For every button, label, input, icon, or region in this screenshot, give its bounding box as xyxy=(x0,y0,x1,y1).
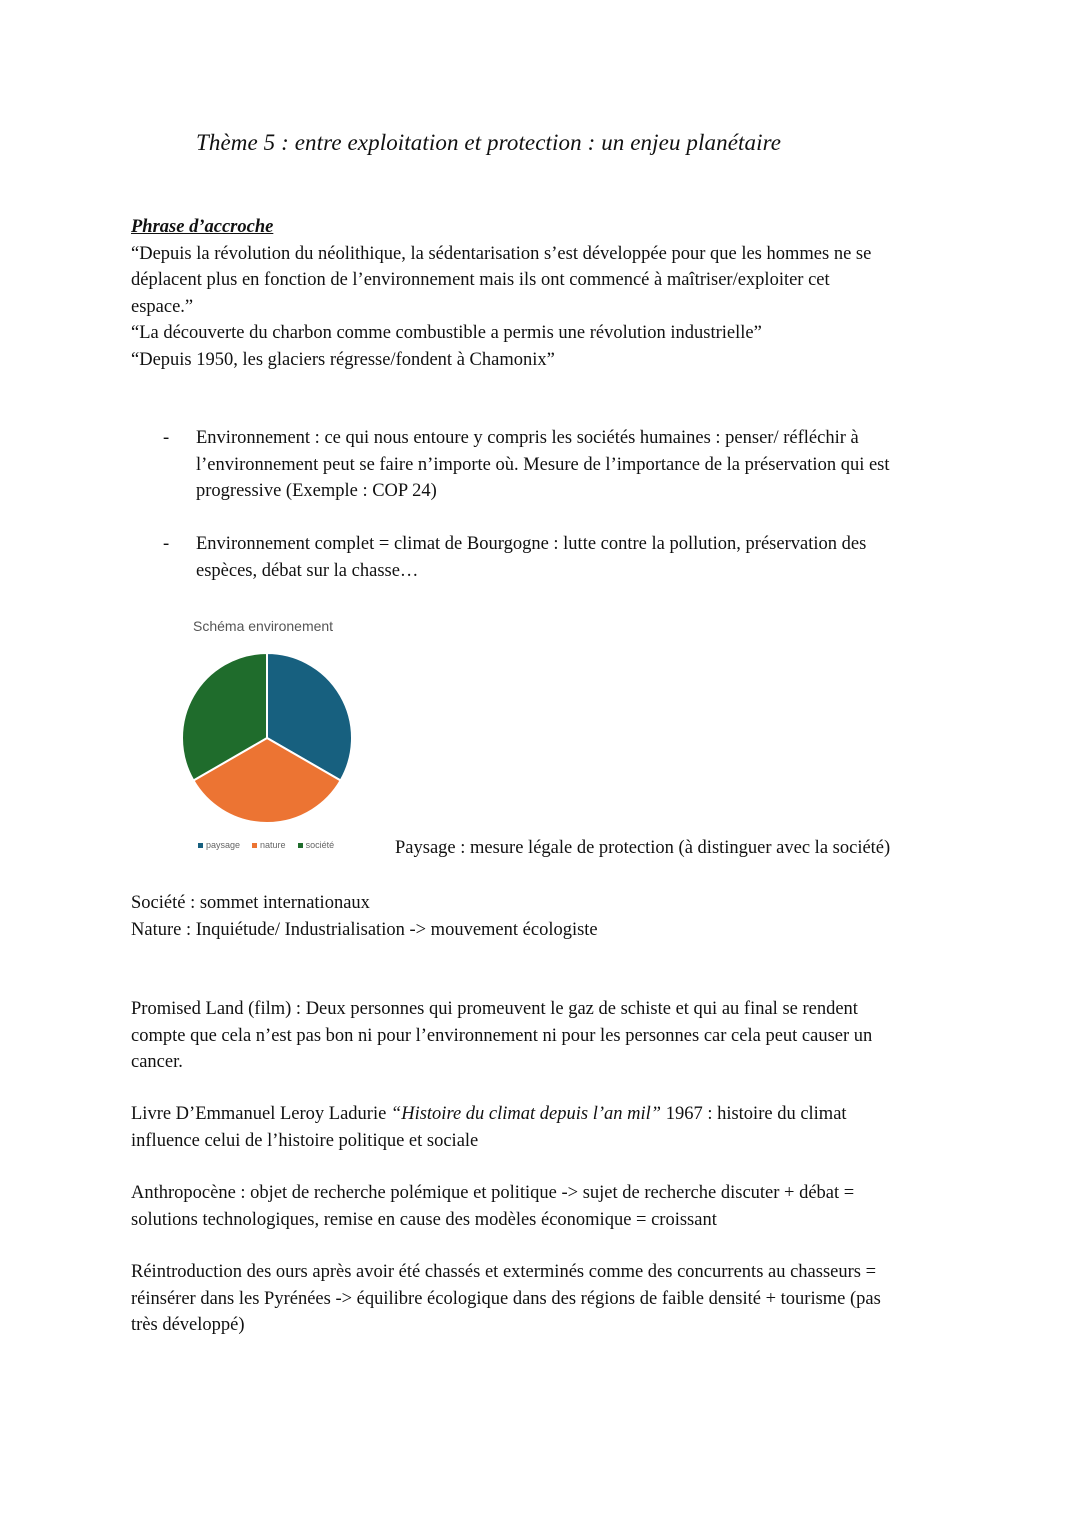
promised-land-paragraph xyxy=(131,996,951,1076)
hook-line: déplacent plus en fonction de l’environnement mais ils ont commencé à maîtriser/exploiter cet xyxy=(131,270,830,290)
bullet-line: espèces, débat sur la chasse… xyxy=(196,560,419,581)
legend-swatch xyxy=(252,843,257,848)
hook-line: “La découverte du charbon comme combustible a permis une révolution industrielle” xyxy=(131,323,762,343)
bullet-line: Environnement : ce qui nous entoure y compris les sociétés humaines : penser/ réfléchir à xyxy=(196,428,859,448)
bullet-dash: - xyxy=(163,534,170,554)
anthropocene-paragraph xyxy=(131,1180,951,1233)
paragraph-line: réinsérer dans les Pyrénées -> équilibre écologique dans des régions de faible densité + tourisme (pas xyxy=(131,1288,881,1309)
legend-item-société xyxy=(298,840,335,850)
hook-heading: Phrase d’accroche xyxy=(131,217,274,237)
legend-label: société xyxy=(305,840,335,850)
legend-item-nature xyxy=(252,840,286,850)
legend-swatch xyxy=(298,843,303,848)
bullet-environnement xyxy=(163,425,953,505)
book-paragraph xyxy=(131,1101,951,1154)
paragraph-line: cancer. xyxy=(131,1052,183,1072)
bullet-dash: - xyxy=(163,428,170,448)
paragraph-line: Réintroduction des ours après avoir été chassés et exterminés comme des concurrents au chasseurs = xyxy=(131,1262,877,1282)
paysage-note: Paysage : mesure légale de protection (à distinguer avec la société) xyxy=(395,838,891,858)
legend-label: paysage xyxy=(206,840,241,850)
page-title: Thème 5 : entre exploitation et protection : un enjeu planétaire xyxy=(196,130,782,155)
paragraph-line: Promised Land (film) : Deux personnes qui promeuvent le gaz de schiste et qui au final se rendent xyxy=(131,999,858,1019)
paragraph-line: Anthropocène : objet de recherche polémique et politique -> sujet de recherche discuter + débat = xyxy=(131,1183,855,1203)
hook-line: “Depuis 1950, les glaciers régresse/fondent à Chamonix” xyxy=(131,349,555,370)
bullet-line: Environnement complet = climat de Bourgogne : lutte contre la pollution, préservation des xyxy=(196,534,867,554)
paragraph-line: très développé) xyxy=(131,1315,245,1335)
chart-legend xyxy=(198,840,334,850)
definition-societe: Société : sommet internationaux xyxy=(131,893,370,913)
book-suffix: 1967 : histoire du climat xyxy=(661,1104,847,1124)
paragraph-line xyxy=(131,1101,951,1128)
paragraph-line: influence celui de l’histoire politique et sociale xyxy=(131,1130,479,1151)
chart-title: Schéma environement xyxy=(193,618,334,634)
legend-swatch xyxy=(198,843,203,848)
pie-svg xyxy=(172,608,382,838)
bullet-line: progressive (Exemple : COP 24) xyxy=(196,481,437,501)
bullet-line: l’environnement peut se faire n’importe où. Mesure de l’importance de la préservation qui est xyxy=(196,454,890,475)
book-title: “Histoire du climat depuis l’an mil” xyxy=(390,1104,662,1124)
legend-item-paysage xyxy=(198,840,240,850)
bullet-environnement-complet xyxy=(163,531,953,584)
definitions-section xyxy=(131,890,951,943)
hook-line: “Depuis la révolution du néolithique, la sédentarisation s’est développée pour que les hommes ne se xyxy=(131,243,872,264)
bears-paragraph xyxy=(131,1259,951,1339)
paragraph-line: compte que cela n’est pas bon ni pour l’environnement ni pour les personnes car cela peut causer un xyxy=(131,1025,873,1046)
hook-line: espace.” xyxy=(131,296,194,317)
paragraph-line: solutions technologiques, remise en cause des modèles économique = croissant xyxy=(131,1209,717,1230)
hook-section xyxy=(131,214,951,373)
definition-nature: Nature : Inquiétude/ Industrialisation -> mouvement écologiste xyxy=(131,919,598,940)
legend-label: nature xyxy=(260,840,286,850)
book-prefix: Livre D’Emmanuel Leroy Ladurie xyxy=(131,1104,391,1124)
pie-chart xyxy=(172,608,382,864)
